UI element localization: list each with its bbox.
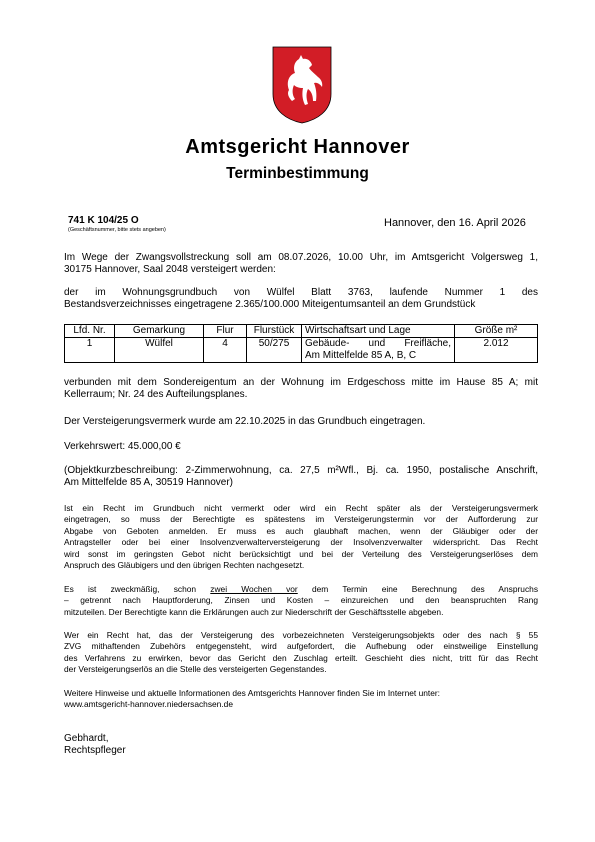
cell-lage (302, 338, 455, 363)
sondereigentum-line: Kellerraum; Nr. 24 des Aufteilungsplanes. (64, 389, 248, 401)
notice-line: Wer ein Recht hat, das der Versteigerung des vorbezeichneten Versteigerungsobjekts oder des nach § 55 (64, 630, 538, 640)
intro-line: 30175 Hannover, Saal 2048 versteigert werden: (64, 264, 276, 276)
cell-lage-line: Am Mittelfelde 85 A, B, C (305, 350, 417, 361)
notice-claim-calculation (64, 584, 538, 618)
court-name: Amtsgericht Hannover (185, 136, 410, 158)
verkehrswert: Verkehrswert: 45.000,00 € (64, 441, 181, 452)
cell-groesse: 2.012 (455, 338, 538, 363)
table-row (65, 338, 538, 363)
notice-line: Ist ein Recht im Grundbuch nicht vermerkt oder wird ein Recht später als der Versteigerungsvermerk (64, 503, 538, 513)
property-line: Bestandsverzeichnisses eingetragene 2.365/100.000 Miteigentumsanteil an dem Grundstück (64, 299, 476, 311)
notice-text: dem Termin eine Berechnung des Anspruchs (297, 584, 539, 594)
col-header-groesse: Größe m² (455, 325, 538, 338)
case-number: 741 K 104/25 O (68, 215, 139, 226)
notice-line: – getrennt nach Hauptforderung, Zinsen und Kosten – einzureichen und den beanspruchten Rang (64, 595, 538, 606)
coat-of-arms-lower-saxony-horse-icon (272, 46, 332, 124)
cell-gemarkung: Wülfel (115, 338, 204, 363)
notice-further-info (64, 688, 538, 711)
notice-line: Weitere Hinweise und aktuelle Informationen des Amtsgerichts Hannover finden Sie im Internet unter: (64, 688, 440, 698)
objekt-line: (Objektkurzbeschreibung: 2-Zimmerwohnung, ca. 27,5 m²Wfl., Bj. ca. 1950, postalische Anschrift, (64, 465, 538, 476)
notice-opposing-rights (64, 630, 538, 676)
objekt-paragraph (64, 465, 538, 490)
sondereigentum-line: verbunden mit dem Sondereigentum an der Wohnung im Erdgeschoss mitte im Hause 85 A; mit (64, 377, 538, 388)
intro-paragraph (64, 252, 538, 277)
notice-line: Antragsteller oder bei einer Insolvenzverwalterversteigerung der Insolvenzverwalter widerspricht. Das Recht (64, 537, 538, 548)
notice-line: ZVG mithaftenden Zubehörs entgegensteht, wird aufgefordert, die Aufhebung oder einstweilige Einstellung (64, 641, 538, 652)
signature-block (64, 733, 538, 758)
property-paragraph (64, 287, 538, 312)
website-url: www.amtsgericht-hannover.niedersachsen.de (64, 699, 233, 710)
signatory-name: Gebhardt, (64, 733, 109, 744)
intro-line: Im Wege der Zwangsvollstreckung soll am 08.07.2026, 10.00 Uhr, im Amtsgericht Volgersweg 1, (64, 252, 538, 263)
document-title: Terminbestimmung (226, 165, 369, 182)
notice-line: eingetragen, so muss der Berechtigte es spätestens im Versteigerungstermin vor der Aufforderung zur (64, 514, 538, 525)
sondereigentum-paragraph (64, 377, 538, 402)
notice-line: Abgabe von Geboten anmelden. Er muss es auch glaubhaft machen, wenn der Gläubiger oder der (64, 525, 538, 536)
objekt-line: Am Mittelfelde 85 A, 30519 Hannover) (64, 477, 233, 489)
notice-line (64, 584, 538, 595)
notice-rights-registration (64, 503, 538, 571)
notice-emphasis: zwei Wochen vor (210, 584, 298, 594)
cell-flurstueck: 50/275 (247, 338, 302, 363)
table-header-row (65, 325, 538, 338)
parcel-table (64, 324, 538, 363)
signatory-role: Rechtspfleger (64, 745, 126, 757)
notice-text: Es ist zweckmäßig, schon (64, 584, 211, 594)
notice-line: mitzuteilen. Der Berechtigte kann die Erklärungen auch zur Niederschrift der Geschäftsstelle abgeben. (64, 606, 444, 617)
case-number-hint: (Geschäftsnummer, bitte stets angeben) (68, 227, 166, 233)
property-line: der im Wohnungsgrundbuch von Wülfel Blatt 3763, laufende Nummer 1 des (64, 287, 538, 298)
col-header-flur: Flur (204, 325, 247, 338)
col-header-lage: Wirtschaftsart und Lage (302, 325, 455, 338)
notice-line: wird sonst im geringsten Gebot nicht berücksichtigt und bei der Verteilung des Versteigerungserlöses dem (64, 548, 538, 559)
cell-flur: 4 (204, 338, 247, 363)
cell-lage-line: Gebäude- und Freifläche, (305, 338, 451, 349)
col-header-flurstueck: Flurstück (247, 325, 302, 338)
notice-line: der Versteigerungserlös an die Stelle des versteigerten Gegenstandes. (64, 664, 327, 675)
col-header-gemarkung: Gemarkung (115, 325, 204, 338)
notice-line: des Verfahrens zu erwirken, bevor das Gericht den Zuschlag erteilt. Geschieht dies nicht, tritt für das Recht (64, 652, 538, 663)
col-header-nr: Lfd. Nr. (65, 325, 115, 338)
place-and-date: Hannover, den 16. April 2026 (384, 217, 526, 229)
cell-nr: 1 (65, 338, 115, 363)
vermerk-paragraph: Der Versteigerungsvermerk wurde am 22.10.2025 in das Grundbuch eingetragen. (64, 416, 426, 427)
notice-line: Anspruch des Gläubigers und den übrigen Rechten nachgesetzt. (64, 560, 305, 571)
